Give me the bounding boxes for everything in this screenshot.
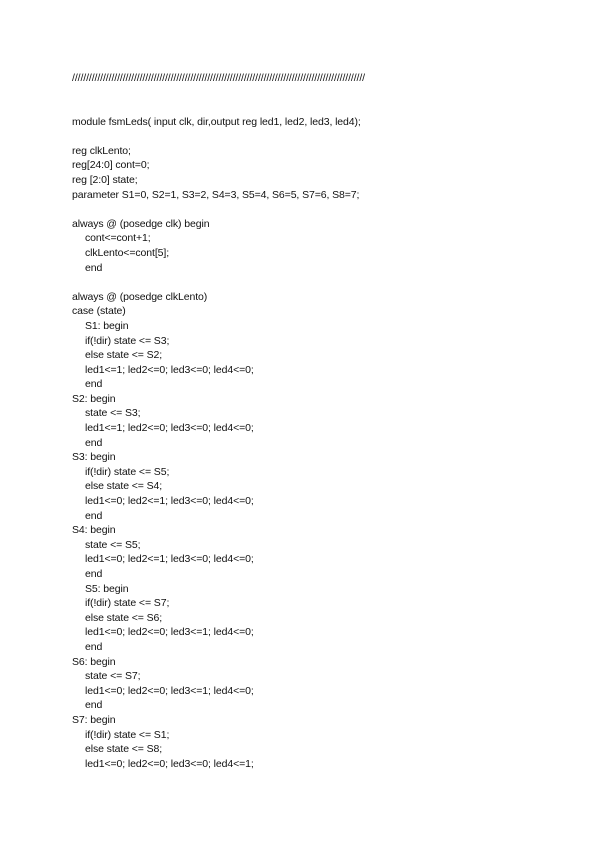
- code-line: if(!dir) state <= S3;: [85, 334, 170, 347]
- code-line: else state <= S6;: [85, 611, 163, 624]
- code-line: else state <= S8;: [85, 743, 163, 756]
- code-line: end: [85, 261, 103, 274]
- blank-line: [72, 129, 572, 144]
- code-line: end: [85, 509, 103, 522]
- code-line: always @ (posedge clkLento): [72, 290, 208, 303]
- code-line: led1<=1; led2<=0; led3<=0; led4<=0;: [85, 422, 254, 435]
- code-line: S7: begin: [72, 713, 116, 726]
- code-line: module fsmLeds( input clk, dir,output reg led1, led2, led3, led4);: [72, 115, 361, 128]
- code-line: led1<=0; led2<=1; led3<=0; led4<=0;: [85, 553, 254, 566]
- code-line: led1<=0; led2<=0; led3<=0; led4<=1;: [85, 757, 254, 770]
- code-line: S3: begin: [72, 451, 116, 464]
- code-line: end: [85, 640, 103, 653]
- code-line: if(!dir) state <= S7;: [85, 597, 170, 610]
- code-line: clkLento<=cont[5];: [85, 246, 170, 259]
- code-line: led1<=0; led2<=0; led3<=1; led4<=0;: [85, 626, 254, 639]
- code-line: S4: begin: [72, 524, 116, 537]
- blank-line: [72, 275, 572, 290]
- code-line: led1<=0; led2<=0; led3<=1; led4<=0;: [85, 684, 254, 697]
- code-line: end: [85, 699, 103, 712]
- code-line: reg clkLento;: [72, 144, 131, 157]
- code-line: S5: begin: [85, 582, 129, 595]
- code-line: state <= S3;: [85, 407, 141, 420]
- code-line: S6: begin: [72, 655, 116, 668]
- code-line: if(!dir) state <= S5;: [85, 465, 170, 478]
- code-line: state <= S5;: [85, 538, 141, 551]
- code-line: cont<=cont+1;: [85, 232, 151, 245]
- code-line: end: [85, 568, 103, 580]
- code-line: ////////////////////////////////////////////////////////////////////////////////////////////////////////: [72, 72, 365, 84]
- blank-line: [72, 202, 572, 217]
- code-line: parameter S1=0, S2=1, S3=2, S4=3, S5=4, S6=5, S7=6, S8=7;: [72, 188, 360, 201]
- verilog-code-block: [72, 71, 572, 771]
- code-line: led1<=0; led2<=1; led3<=0; led4<=0;: [85, 495, 254, 508]
- code-line: S2: begin: [72, 392, 116, 405]
- code-line: led1<=1; led2<=0; led3<=0; led4<=0;: [85, 363, 254, 376]
- code-line: reg [2:0] state;: [72, 173, 138, 186]
- code-line: S1: begin: [85, 319, 129, 332]
- code-line: state <= S7;: [85, 670, 141, 683]
- code-line: else state <= S2;: [85, 349, 163, 362]
- code-line: else state <= S4;: [85, 480, 163, 493]
- code-line: case (state): [72, 305, 126, 318]
- code-line: reg[24:0] cont=0;: [72, 159, 150, 172]
- blank-line: [72, 86, 572, 115]
- code-line: end: [85, 378, 103, 391]
- code-line: if(!dir) state <= S1;: [85, 728, 170, 741]
- code-line: end: [85, 436, 103, 449]
- code-line: always @ (posedge clk) begin: [72, 217, 210, 230]
